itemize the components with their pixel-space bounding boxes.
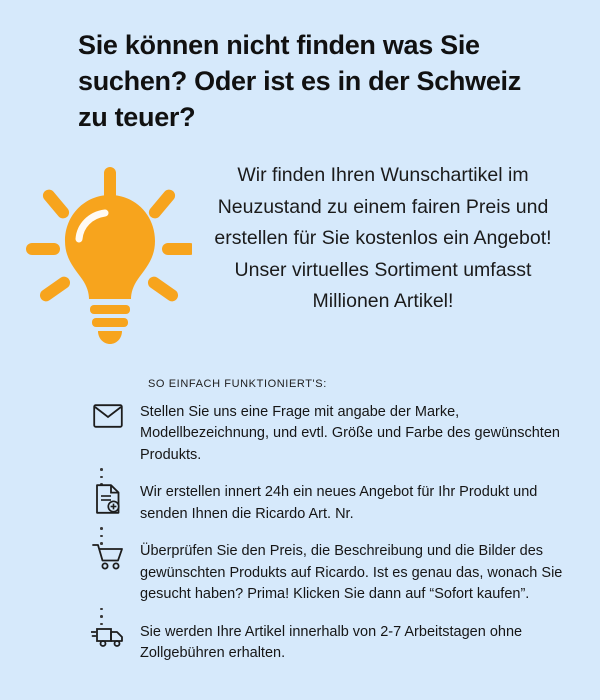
- lightbulb-icon: [22, 165, 192, 355]
- step-text: Wir erstellen innert 24h ein neues Angebot für Ihr Produkt und senden Ihnen die Ricardo Art. Nr.: [140, 484, 538, 522]
- step-text: Stellen Sie uns eine Frage mit angabe der Marke, Modellbezeichnung, und evtl. Größe und Farbe des gewünschten Produkts.: [140, 404, 560, 463]
- page-title: Sie können nicht finden was Sie suchen? Oder ist es in der Schweiz zu teuer?: [78, 30, 521, 132]
- document-add-icon: [80, 482, 136, 514]
- list-item: [80, 402, 570, 466]
- steps-heading: SO EINFACH FUNKTIONIERT'S:: [148, 378, 327, 390]
- delivery-truck-icon: [80, 622, 136, 648]
- list-item: [80, 622, 570, 665]
- intro-paragraph: Wir finden Ihren Wunschartikel im Neuzustand zu einem fairen Preis und erstellen für Sie kostenlos ein Angebot! Unser virtuelles Sortiment umfasst Millionen Artikel!: [214, 164, 552, 313]
- step-text: Sie werden Ihre Artikel innerhalb von 2-7 Arbeitstagen ohne Zollgebühren erhalten.: [140, 623, 523, 662]
- list-item: [80, 541, 570, 605]
- list-item: [80, 482, 570, 525]
- lightbulb-illustration: [22, 165, 192, 355]
- envelope-icon: [80, 402, 136, 428]
- step-text: Überprüfen Sie den Preis, die Beschreibung und die Bilder des gewünschten Produkts auf Ricardo. Ist es genau das, wonach Sie gesucht haben? Prima! Klicken Sie dann auf “Sofort kaufen”.: [140, 543, 563, 603]
- steps-list: [80, 402, 570, 665]
- shopping-cart-icon: [80, 541, 136, 571]
